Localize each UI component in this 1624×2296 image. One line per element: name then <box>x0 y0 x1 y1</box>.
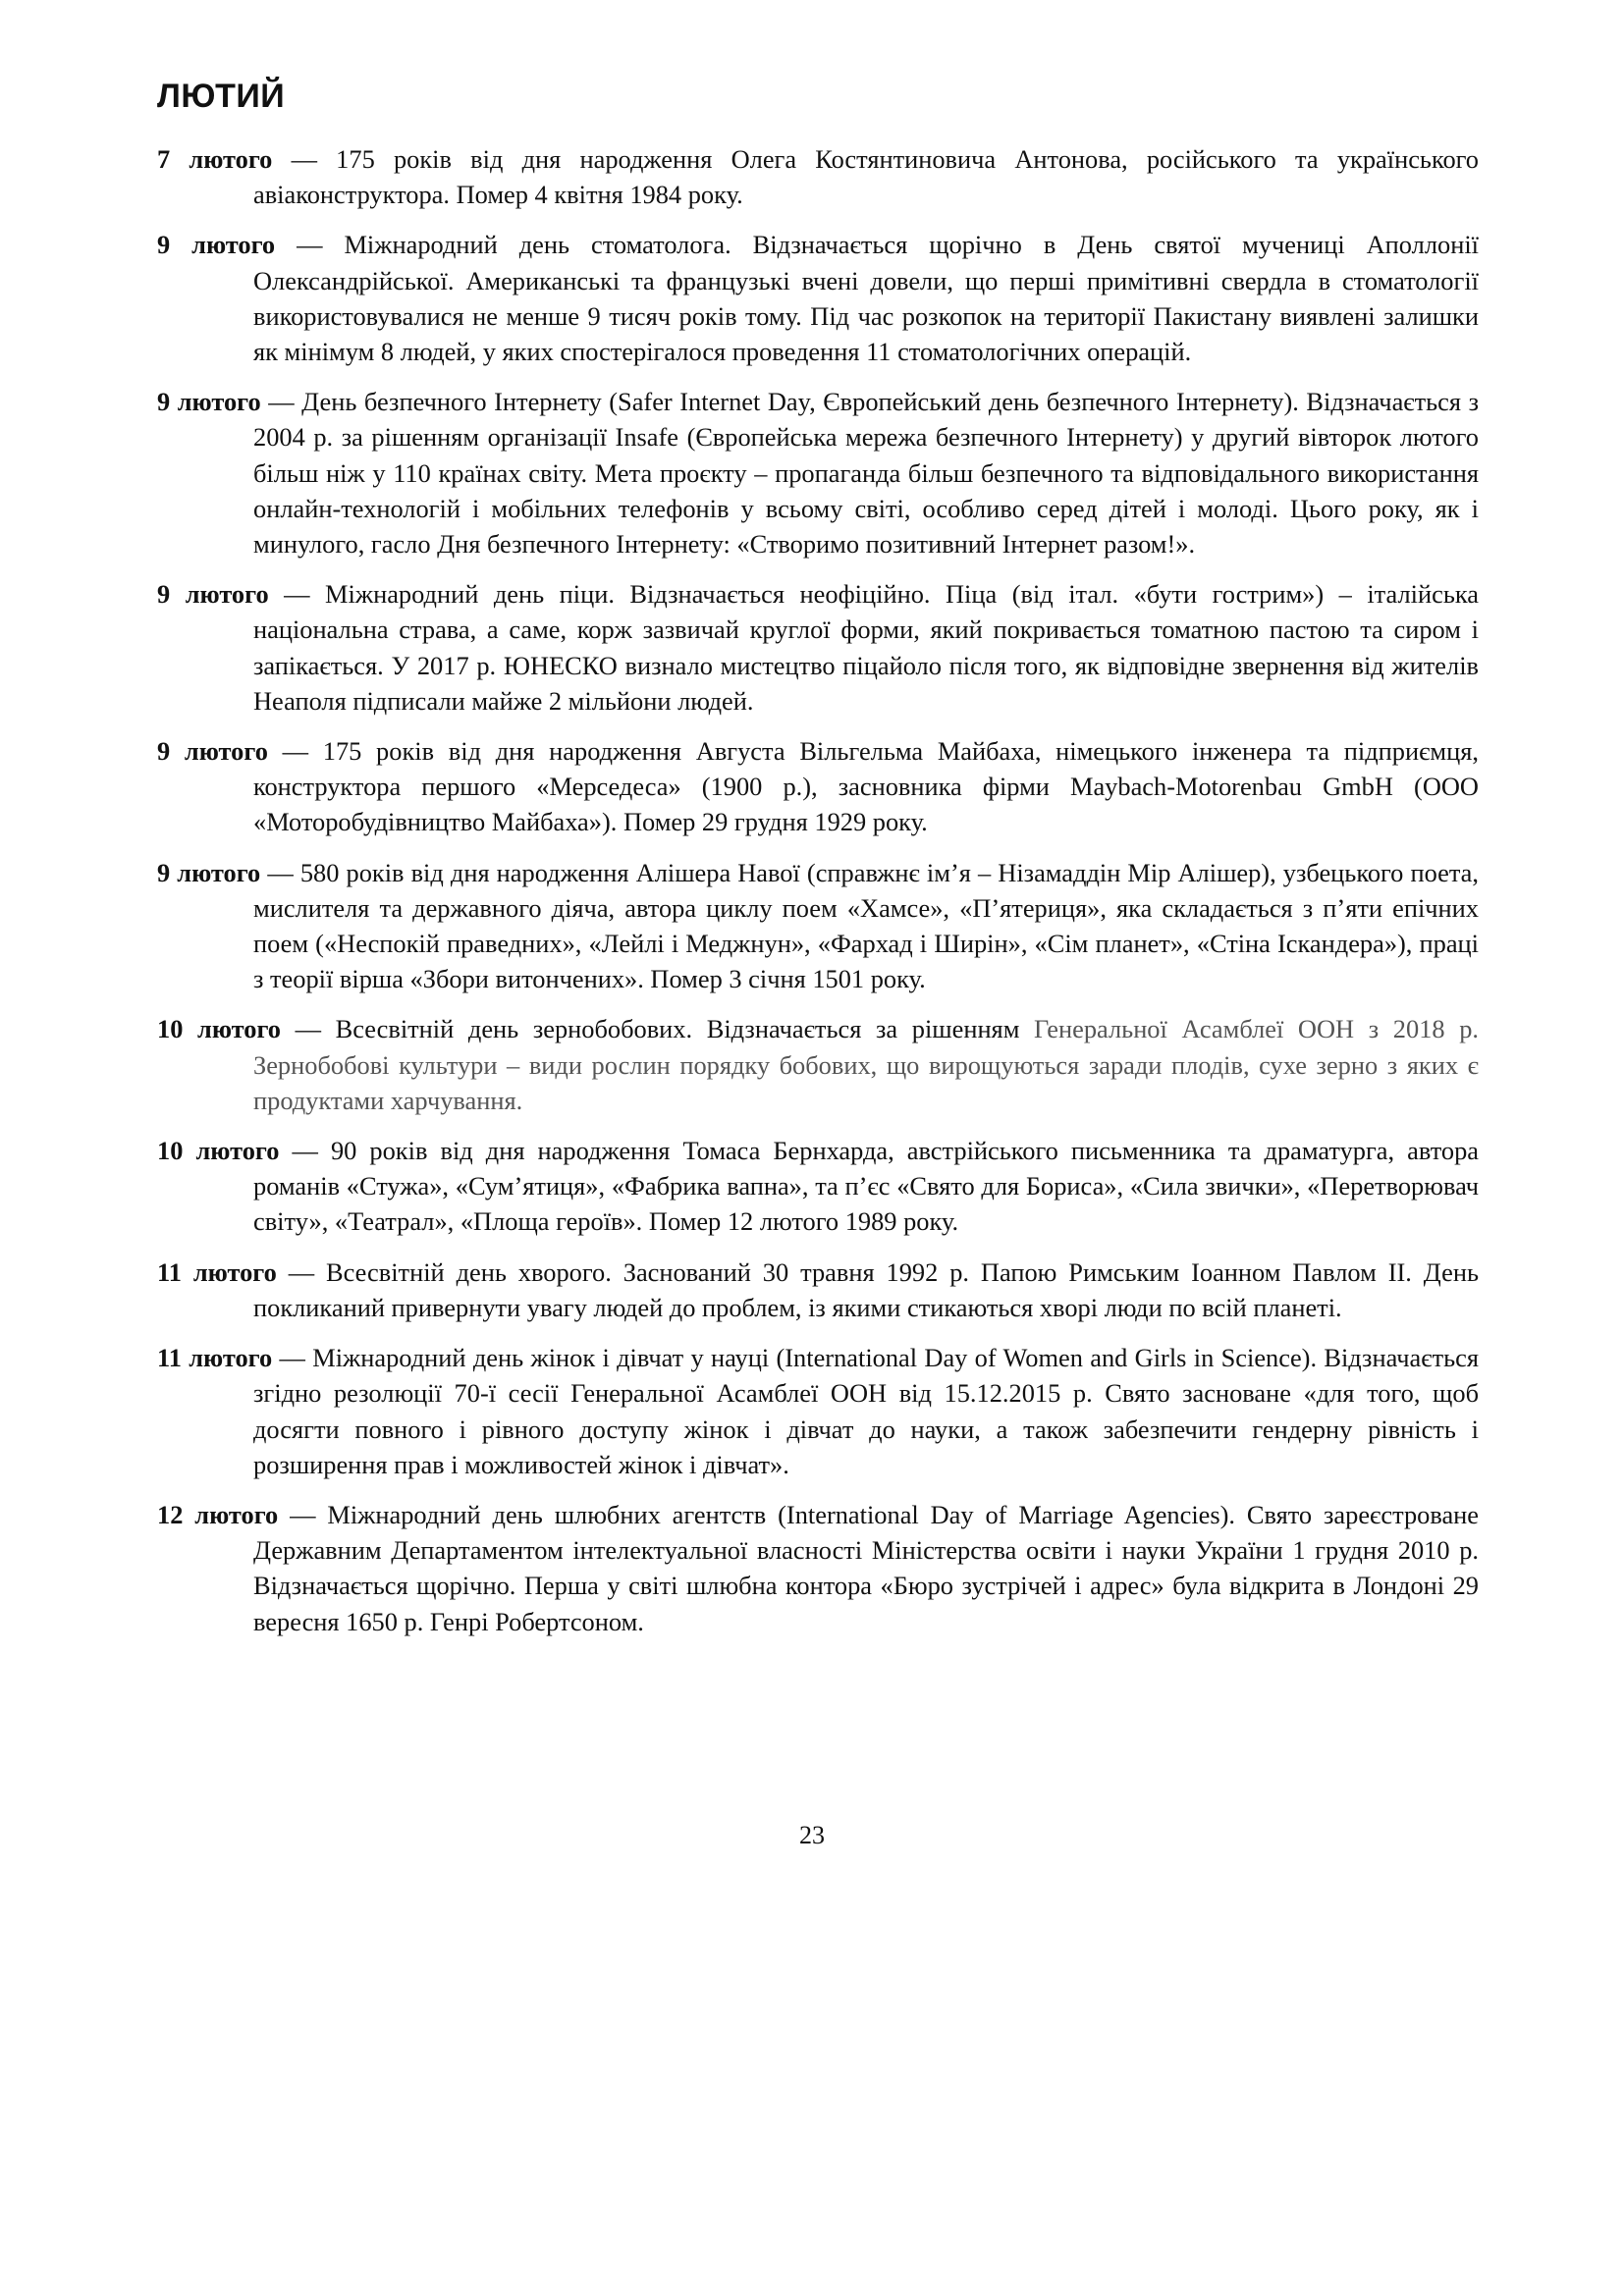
entry-text: — 580 років від дня народження Алішера Навої (справжнє ім’я – Нізамаддін Мір Алішер), узбецького поета, мислителя та державного діяча, автора циклу поем «Хамсе», «П’ятериця», яка складається з п’яти епічних поем («Неспокій праведних», «Лейлі і Меджнун», «Фархад і Ширін», «Сім планет», «Стіна Іскандера»), праці з теорії вірша «Збори витончених». Помер 3 січня 1501 року. <box>253 857 1479 994</box>
calendar-entry <box>157 1497 1479 1639</box>
entry-text: — 175 років від дня народження Августа Вільгельма Майбаха, німецького інженера та підприємця, конструктора першого «Мерседеса» (1900 р.), засновника фірми Maybach-Motorenbau GmbH (ООО «Моторобудівництво Майбаха»). Помер 29 грудня 1929 року. <box>253 736 1479 837</box>
calendar-entry <box>157 576 1479 719</box>
entry-date: 9 лютого <box>157 857 261 887</box>
entry-text: — Міжнародний день шлюбних агентств (International Day of Marriage Agencies). Свято зареєстроване Державним Департаментом інтелектуальної власності Міністерства освіти і науки України 1 грудня 2010 р. Відзначається щорічно. Перша у світі шлюбна контора «Бюро зустрічей і адрес» була відкрита в Лондоні 29 вересня 1650 р. Генрі Робертсоном. <box>253 1499 1479 1636</box>
entry-date: 7 лютого <box>157 144 273 174</box>
entry-text: — 175 років від дня народження Олега Костянтиновича Антонова, російського та українського авіаконструктора. Помер 4 квітня 1984 року. <box>253 144 1479 210</box>
calendar-entry <box>157 1011 1479 1118</box>
entry-text: — Всесвітній день хворого. Заснований 30 травня 1992 р. Папою Римським Іоанном Павлом II. День покликаний привернути увагу людей до проблем, із якими стикаються хворі люди по всій планеті. <box>253 1256 1479 1322</box>
entry-date: 10 лютого <box>157 1136 280 1166</box>
entry-text: — Всесвітній день зернобобових. Відзначається за рішенням <box>280 1014 1035 1044</box>
entry-text: — 90 років від дня народження Томаса Бернхарда, австрійського письменника та драматурга, автора романів «Стужа», «Сум’ятиця», «Фабрика вапна», та п’єс «Свято для Бориса», «Сила звички», «Перетворювач світу», «Театрал», «Площа героїв». Помер 12 лютого 1989 року. <box>253 1136 1479 1237</box>
entry-text: — Міжнародний день піци. Відзначається неофіційно. Піца (від італ. «бути гострим») – італійська національна страва, а саме, корж зазвичай круглої форми, який покривається томатною пастою та сиром і запікається. У 2017 р. ЮНЕСКО визнало мистецтво піцайоло після того, як відповідне звернення від жителів Неаполя підписали майже 2 мільйони людей. <box>253 579 1479 716</box>
entry-text: — Міжнародний день жінок і дівчат у науці (International Day of Women and Girls in Science). Відзначається згідно резолюції 70-ї сесії Генеральної Асамблеї ООН від 15.12.2015 р. Свято засноване «для того, щоб досягти повного і рівного доступу жінок і дівчат до науки, а також забезпечити гендерну рівність і розширення прав і можливостей жінок і дівчат». <box>253 1343 1479 1479</box>
calendar-entry <box>157 733 1479 840</box>
calendar-entry <box>157 1133 1479 1240</box>
page-number: 23 <box>799 1821 825 1849</box>
entry-date: 9 лютого <box>157 230 276 260</box>
calendar-entry <box>157 855 1479 997</box>
calendar-entry <box>157 384 1479 561</box>
entry-date: 9 лютого <box>157 579 269 610</box>
entry-date: 11 лютого <box>157 1256 277 1287</box>
document-page <box>157 77 1479 1654</box>
entry-text: — Міжнародний день стоматолога. Відзначається щорічно в День святої мучениці Аполлонії Олександрійської. Американські та французькі вчені довели, що перші примітивні свердла в стоматології використовувалися не менше 9 тисяч років тому. Під час розкопок на території Пакистану виявлені залишки як мінімум 8 людей, у яких спостерігалося проведення 11 стоматологічних операцій. <box>253 230 1479 367</box>
entry-date: 10 лютого <box>157 1014 281 1044</box>
entry-text: — День безпечного Інтернету (Safer Internet Day, Європейський день безпечного Інтернету). Відзначається з 2004 р. за рішенням організації Insafe (Європейська мережа безпечного Інтернету) у другий вівторок лютого більш ніж у 110 країнах світу. Мета проєкту – пропаганда більш безпечного та відповідального використання онлайн-технологій і мобільних телефонів у всьому світі, особливо серед дітей і молоді. Цього року, як і минулого, гасло Дня безпечного Інтернету: «Створимо позитивний Інтернет разом!». <box>253 387 1479 560</box>
entry-date: 9 лютого <box>157 387 261 417</box>
calendar-entry <box>157 227 1479 369</box>
month-heading: ЛЮТИЙ <box>157 78 286 115</box>
entry-date: 11 лютого <box>157 1343 273 1373</box>
calendar-entry <box>157 141 1479 212</box>
entry-text-gray: Генеральної Асамблеї ООН з 2018 р. Зернобобові культури – види рослин порядку бобових, що вирощуються заради плодів, сухе зерно з яких є продуктами харчування. <box>253 1014 1480 1115</box>
entry-date: 12 лютого <box>157 1499 279 1529</box>
entry-date: 9 лютого <box>157 736 268 767</box>
calendar-entry <box>157 1340 1479 1482</box>
calendar-entry <box>157 1255 1479 1325</box>
